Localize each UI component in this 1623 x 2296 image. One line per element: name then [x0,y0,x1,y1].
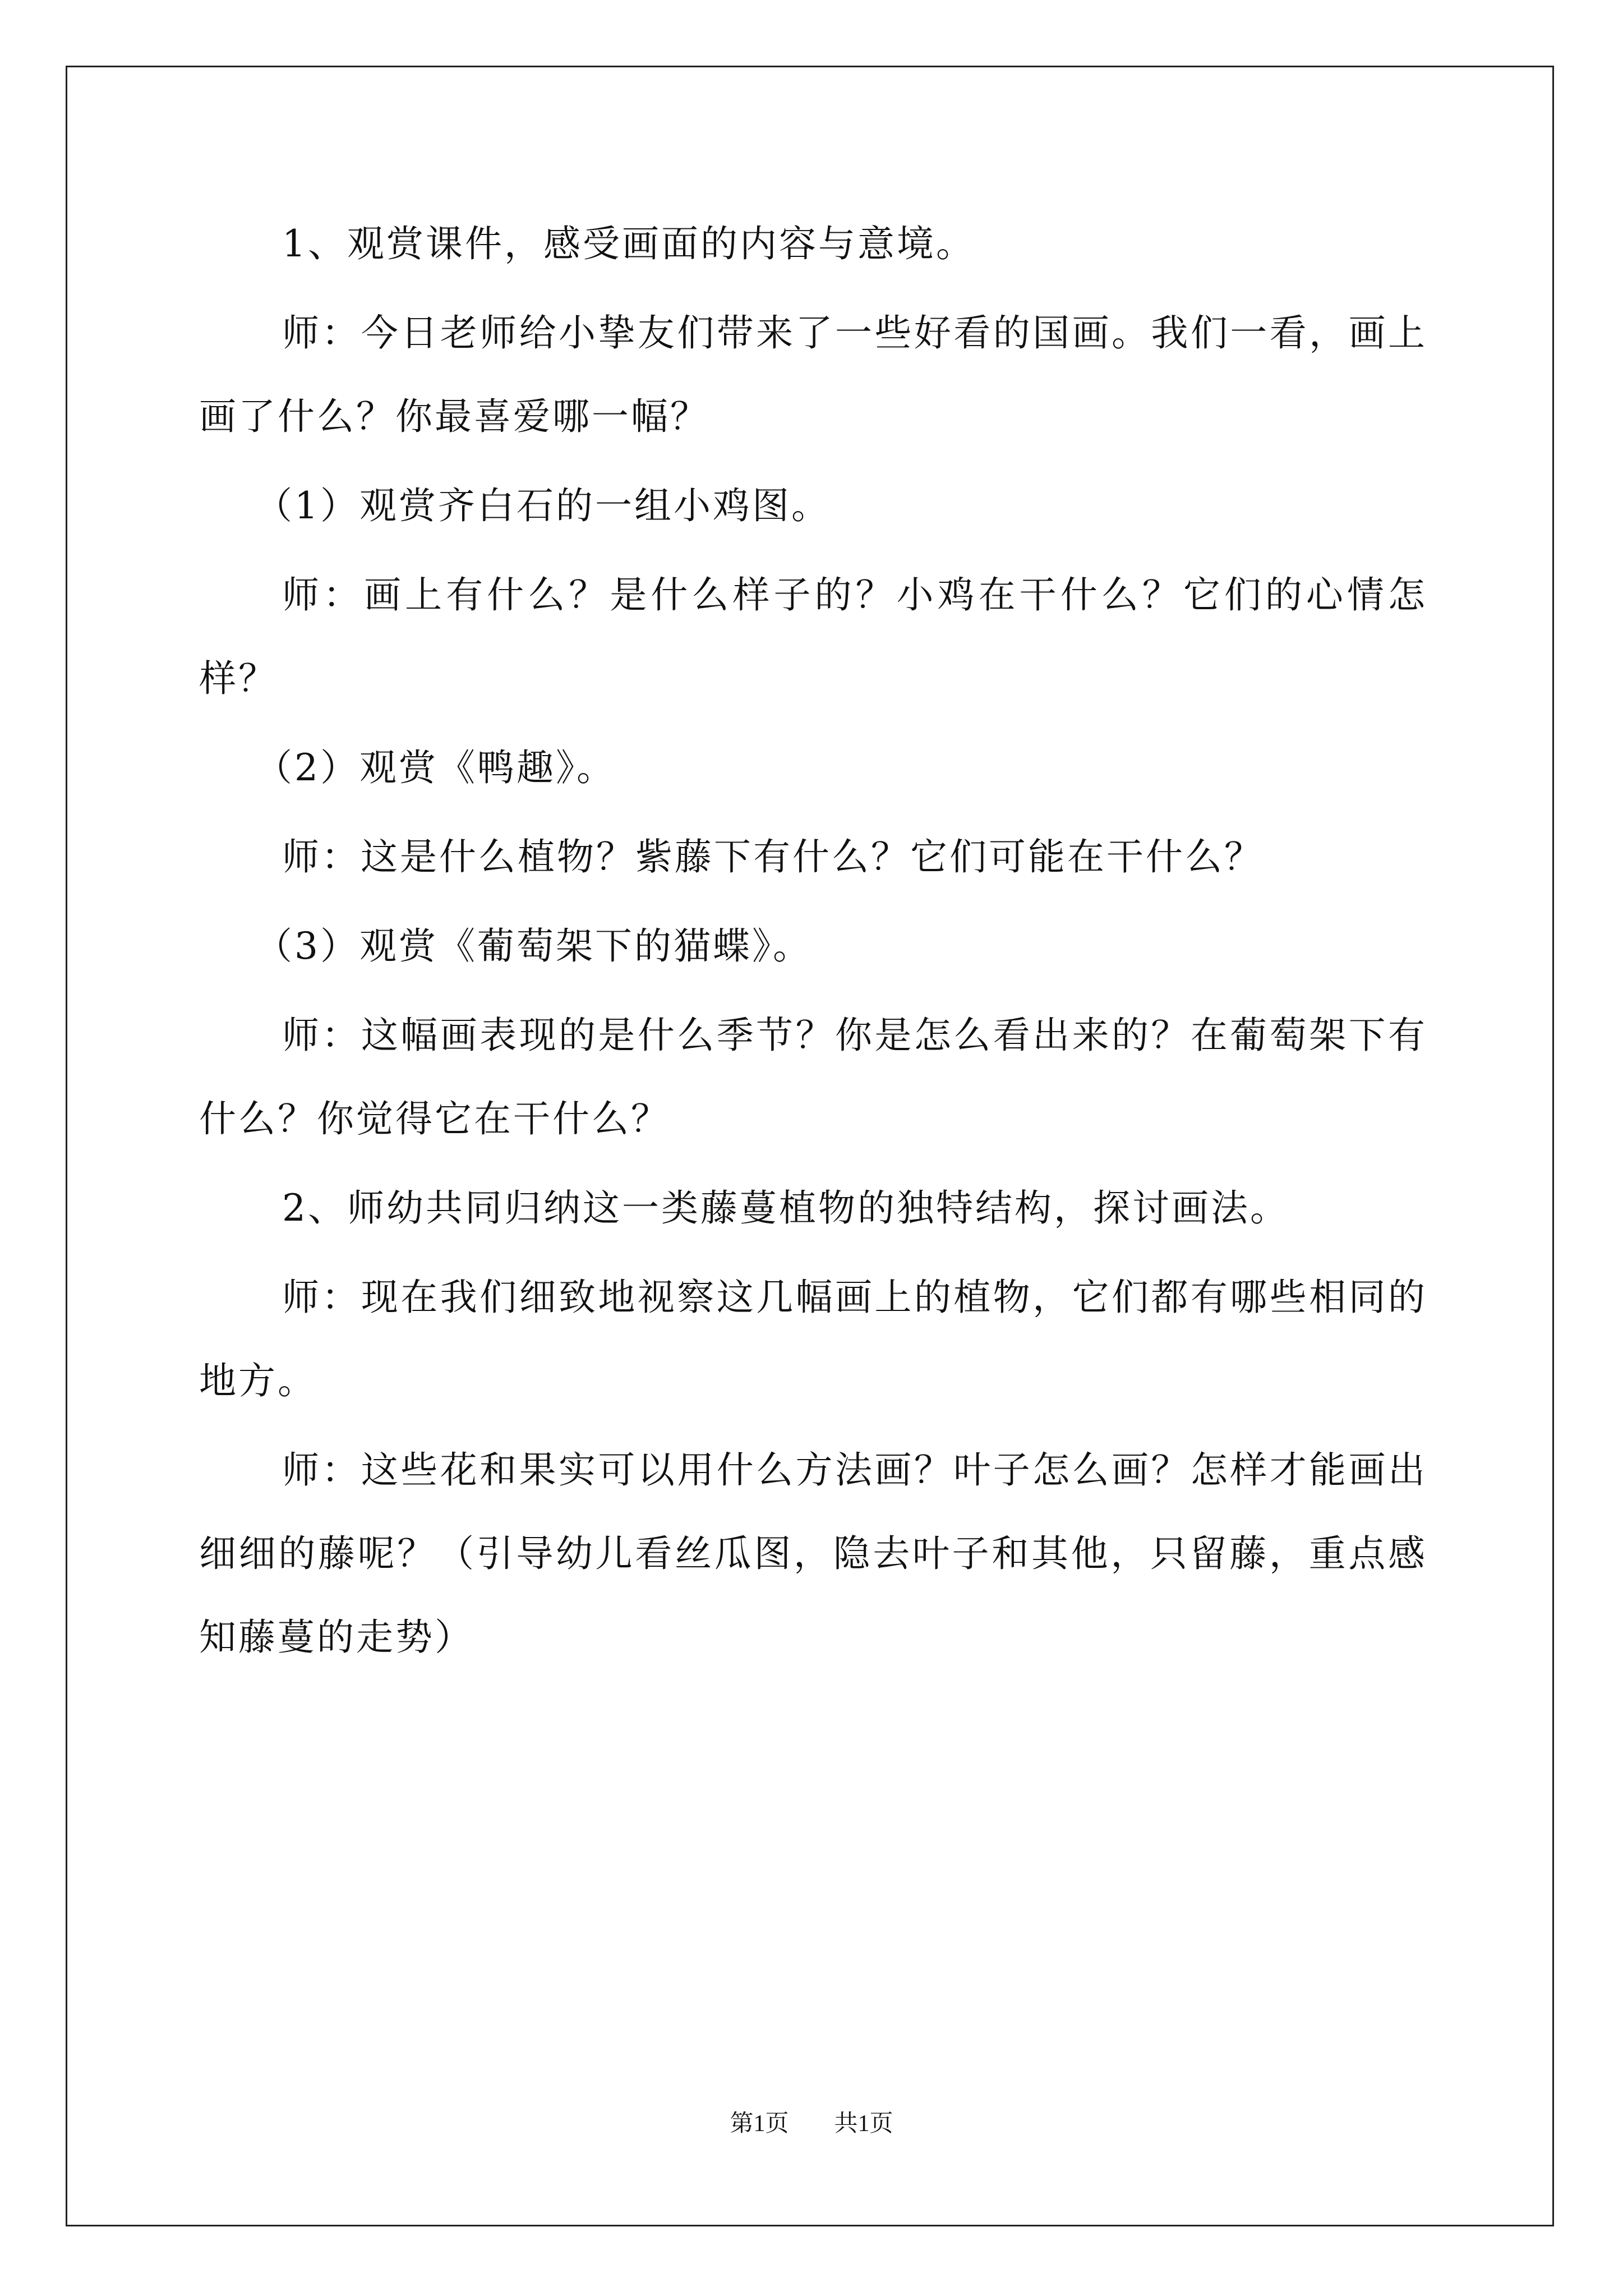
paragraph-5: （2）观赏《鸭趣》。 [255,746,616,789]
paragraph-2: 师：今日老师给小挚友们带来了一些好看的国画。我们一看，画上画了什么？你最喜爱哪一幅？ [199,311,1427,438]
page-footer [0,2107,1623,2141]
paragraph-10: 师：现在我们细致地视察这几幅画上的植物，它们都有哪些相同的地方。 [199,1276,1427,1402]
paragraph-1: 1、观赏课件，感受画面的内容与意境。 [282,222,975,265]
paragraph-7: （3）观赏《葡萄架下的猫蝶》。 [255,924,812,968]
paragraph-3: （1）观赏齐白石的一组小鸡图。 [255,484,831,527]
paragraph-9: 2、师幼共同归纳这一类藤蔓植物的独特结构，探讨画法。 [282,1186,1289,1230]
paragraph-8: 师：这幅画表现的是什么季节？你是怎么看出来的？在葡萄架下有什么？你觉得它在干什么？ [199,1014,1427,1140]
paragraph-11: 师：这些花和果实可以用什么方法画？叶子怎么画？怎样才能画出细细的藤呢？（引导幼儿看丝瓜图，隐去叶子和其他，只留藤，重点感知藤蔓的走势） [199,1448,1427,1659]
paragraph-4: 师：画上有什么？是什么样子的？小鸡在干什么？它们的心情怎样？ [199,573,1427,700]
document-body [199,202,1427,1685]
page-total: 共1页 [834,2111,893,2137]
paragraph-6: 师：这是什么植物？紫藤下有什么？它们可能在干什么？ [282,835,1264,878]
page-number: 第1页 [730,2111,789,2137]
